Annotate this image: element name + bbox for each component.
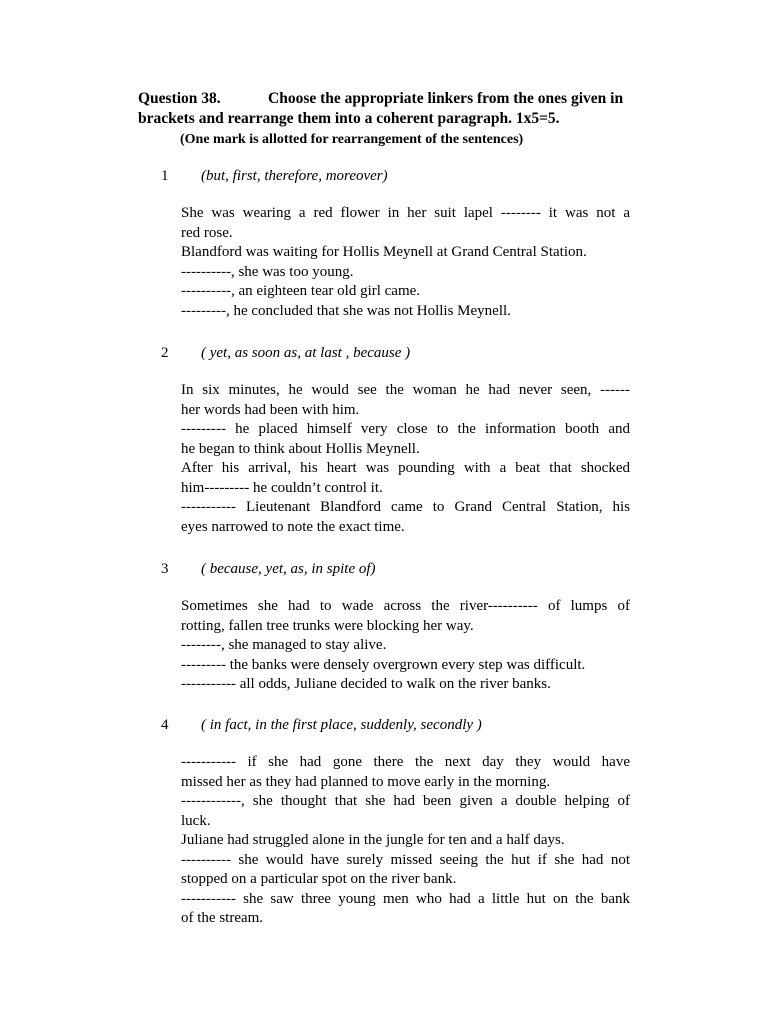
text-line: eyes narrowed to note the exact time. [181,518,405,535]
question-note: (One mark is allotted for rearrangement of the sentences) [180,132,524,147]
text-line: him--------- he couldn’t control it. [181,479,383,496]
text-line: Juliane had struggled alone in the jungle for ten and a half days. [181,832,565,848]
text-line: --------- the banks were densely overgrown every step was difficult. [181,656,586,673]
text-line: In six minutes, he would see the woman he had never seen, ------ [181,382,630,398]
section-number: 1 [161,168,169,184]
text-line: Blandford was waiting for Hollis Meynell at Grand Central Station. [181,244,587,260]
question-heading [138,89,638,149]
text-line: ----------- all odds, Juliane decided to walk on the river banks. [181,676,551,692]
text-line: ----------- if she had gone there the next day they would have [181,754,630,770]
text-line: missed her as they had planned to move early in the morning. [181,773,551,790]
section-number: 3 [161,561,169,577]
section-number: 4 [161,717,169,733]
section-header [161,343,410,363]
text-line: rotting, fallen tree trunks were blocking her way. [181,617,474,634]
text-line: he began to think about Hollis Meynell. [181,440,420,457]
text-line: stopped on a particular spot on the river bank. [181,871,457,887]
text-line: She was wearing a red flower in her suit lapel -------- it was not a [181,205,630,221]
text-line: luck. [181,812,211,829]
text-line: red rose. [181,224,233,241]
section-header [161,715,482,735]
section-header [161,559,376,579]
text-line: ----------- she saw three young men who had a little hut on the bank [181,890,630,907]
section-paragraph [181,597,630,695]
section-header [161,166,388,186]
section-number: 2 [161,345,169,361]
text-line: her words had been with him. [181,401,360,418]
text-line: ----------- Lieutenant Blandford came to Grand Central Station, his [181,499,630,515]
section-linkers: ( yet, as soon as, at last , because ) [201,345,411,361]
question-label: Question 38. [138,90,221,107]
text-line: ---------- she would have surely missed seeing the hut if she had not [181,851,630,868]
section-paragraph [181,204,630,321]
text-line: ----------, she was too young. [181,263,354,280]
text-line: ----------, an eighteen tear old girl came. [181,283,421,299]
section-paragraph [181,381,630,537]
text-line: After his arrival, his heart was pounding with a beat that shocked [181,460,630,476]
text-line: --------, she managed to stay alive. [181,637,387,653]
text-line: --------- he placed himself very close to the information booth and [181,421,630,437]
section-linkers: ( in fact, in the first place, suddenly, secondly ) [201,717,482,733]
text-line: ---------, he concluded that she was not Hollis Meynell. [181,302,511,319]
section-paragraph [181,753,630,929]
text-line: Sometimes she had to wade across the river---------- of lumps of [181,598,630,614]
section-linkers: (but, first, therefore, moreover) [201,168,388,184]
question-instruction: Choose the appropriate linkers from the ones given in brackets and rearrange them into a coherent paragraph. 1x5=5. [138,90,624,127]
text-line: ------------, she thought that she had been given a double helping of [181,793,630,809]
text-line: of the stream. [181,910,264,926]
section-linkers: ( because, yet, as, in spite of) [201,561,376,577]
